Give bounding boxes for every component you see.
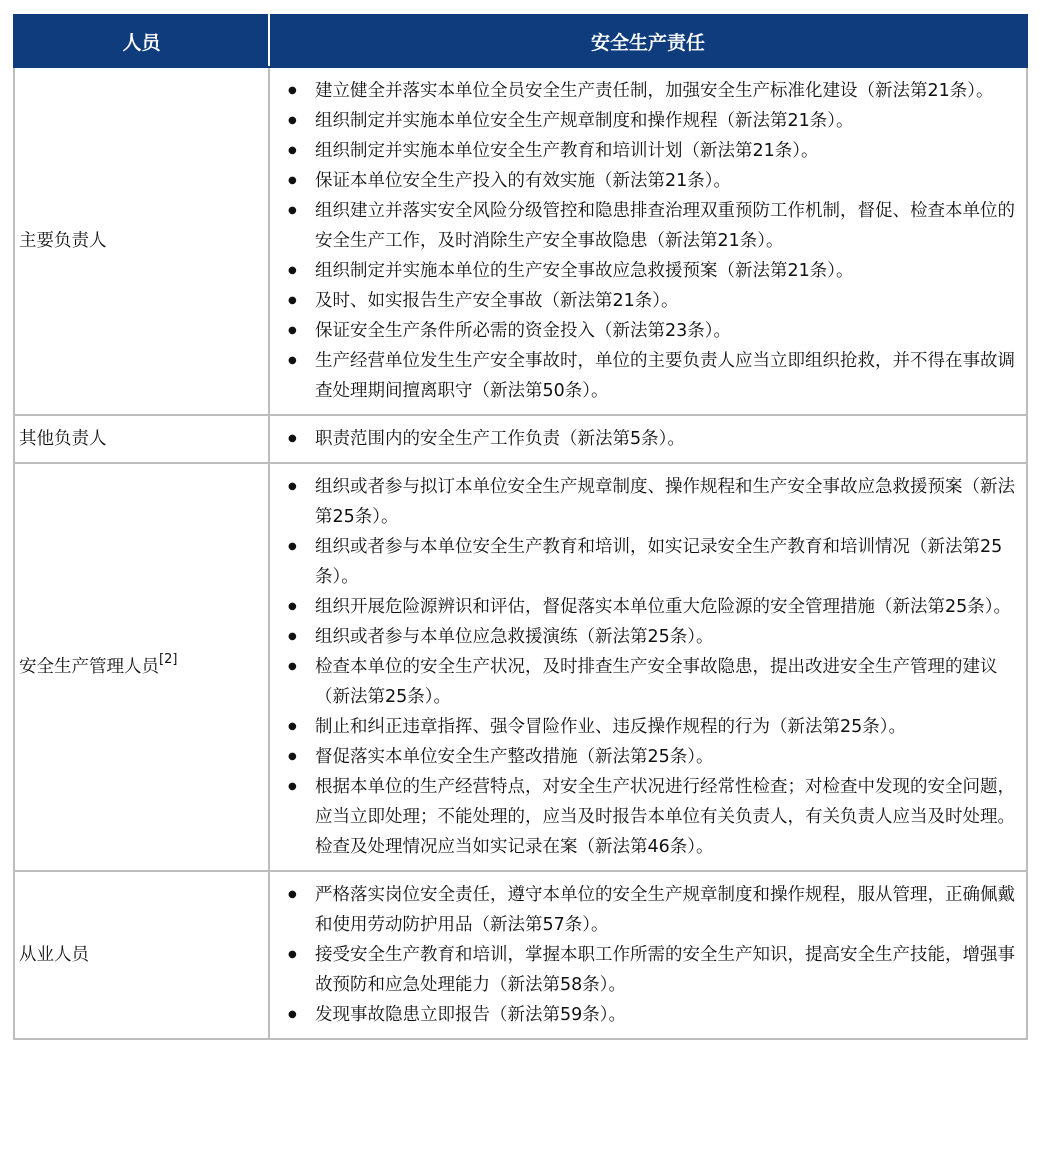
duty-item: ● 制止和纠正违章指挥、强令冒险作业、违反操作规程的行为（新法第25条）。 bbox=[315, 712, 1022, 742]
role-label: 主要负责人 bbox=[19, 231, 107, 251]
duty-item: ● 组织制定并实施本单位安全生产规章制度和操作规程（新法第21条）。 bbox=[315, 106, 1022, 136]
duty-item: ● 组织建立并落实安全风险分级管控和隐患排查治理双重预防工作机制，督促、检查本单位的安全生产工作，及时消除生产安全事故隐患（新法第21条）。 bbox=[315, 196, 1022, 256]
duty-item: ● 严格落实岗位安全责任，遵守本单位的安全生产规章制度和操作规程，服从管理，正确佩戴和使用劳动防护用品（新法第57条）。 bbox=[315, 880, 1022, 940]
duty-item: ● 组织制定并实施本单位的生产安全事故应急救援预案（新法第21条）。 bbox=[315, 256, 1022, 286]
table-body bbox=[14, 67, 1027, 1039]
duty-item: ● 保证安全生产条件所必需的资金投入（新法第23条）。 bbox=[315, 316, 1022, 346]
duty-item: ● 根据本单位的生产经营特点，对安全生产状况进行经常性检查；对检查中发现的安全问题，应当立即处理；不能处理的，应当及时报告本单位有关负责人，有关负责人应当及时处理。检查及处理情况应当如实记录在案（新法第46条）。 bbox=[315, 772, 1022, 862]
role-cell bbox=[14, 463, 269, 871]
table-row bbox=[14, 67, 1027, 415]
duty-item: ● 职责范围内的安全生产工作负责（新法第5条）。 bbox=[315, 424, 1022, 454]
responsibility-table bbox=[13, 14, 1028, 1040]
role-label: 从业人员 bbox=[19, 945, 89, 965]
duty-item: ● 及时、如实报告生产安全事故（新法第21条）。 bbox=[315, 286, 1022, 316]
duty-item: ● 检查本单位的安全生产状况，及时排查生产安全事故隐患，提出改进安全生产管理的建议（新法第25条）。 bbox=[315, 652, 1022, 712]
duty-item: ● 督促落实本单位安全生产整改措施（新法第25条）。 bbox=[315, 742, 1022, 772]
duty-cell bbox=[269, 463, 1027, 871]
duty-item: ● 生产经营单位发生生产安全事故时，单位的主要负责人应当立即组织抢救，并不得在事故调查处理期间擅离职守（新法第50条）。 bbox=[315, 346, 1022, 406]
header-responsibility: 安全生产责任 bbox=[269, 15, 1027, 67]
footnote-ref[interactable]: [2] bbox=[159, 652, 178, 668]
duty-item: ● 组织或者参与本单位安全生产教育和培训，如实记录安全生产教育和培训情况（新法第25条）。 bbox=[315, 532, 1022, 592]
duty-item: ● 组织开展危险源辨识和评估，督促落实本单位重大危险源的安全管理措施（新法第25条）。 bbox=[315, 592, 1022, 622]
table-header-row bbox=[14, 15, 1027, 67]
duty-list bbox=[270, 880, 1022, 1030]
duty-list bbox=[270, 424, 1022, 454]
role-label: 安全生产管理人员 bbox=[19, 657, 159, 677]
duty-item: ● 建立健全并落实本单位全员安全生产责任制，加强安全生产标准化建设（新法第21条）。 bbox=[315, 76, 1022, 106]
duty-list bbox=[270, 472, 1022, 862]
header-personnel: 人员 bbox=[14, 15, 269, 67]
table-row bbox=[14, 463, 1027, 871]
duty-item: ● 组织或者参与拟订本单位安全生产规章制度、操作规程和生产安全事故应急救援预案（新法第25条）。 bbox=[315, 472, 1022, 532]
role-cell bbox=[14, 871, 269, 1039]
table-row bbox=[14, 871, 1027, 1039]
duty-list bbox=[270, 76, 1022, 406]
duty-cell bbox=[269, 67, 1027, 415]
duty-item: ● 组织或者参与本单位应急救援演练（新法第25条）。 bbox=[315, 622, 1022, 652]
duty-item: ● 发现事故隐患立即报告（新法第59条）。 bbox=[315, 1000, 1022, 1030]
duty-cell bbox=[269, 871, 1027, 1039]
duty-cell bbox=[269, 415, 1027, 463]
table-row bbox=[14, 415, 1027, 463]
role-label: 其他负责人 bbox=[19, 429, 107, 449]
role-cell bbox=[14, 415, 269, 463]
duty-item: ● 组织制定并实施本单位安全生产教育和培训计划（新法第21条）。 bbox=[315, 136, 1022, 166]
role-cell bbox=[14, 67, 269, 415]
duty-item: ● 接受安全生产教育和培训，掌握本职工作所需的安全生产知识，提高安全生产技能，增强事故预防和应急处理能力（新法第58条）。 bbox=[315, 940, 1022, 1000]
duty-item: ● 保证本单位安全生产投入的有效实施（新法第21条）。 bbox=[315, 166, 1022, 196]
